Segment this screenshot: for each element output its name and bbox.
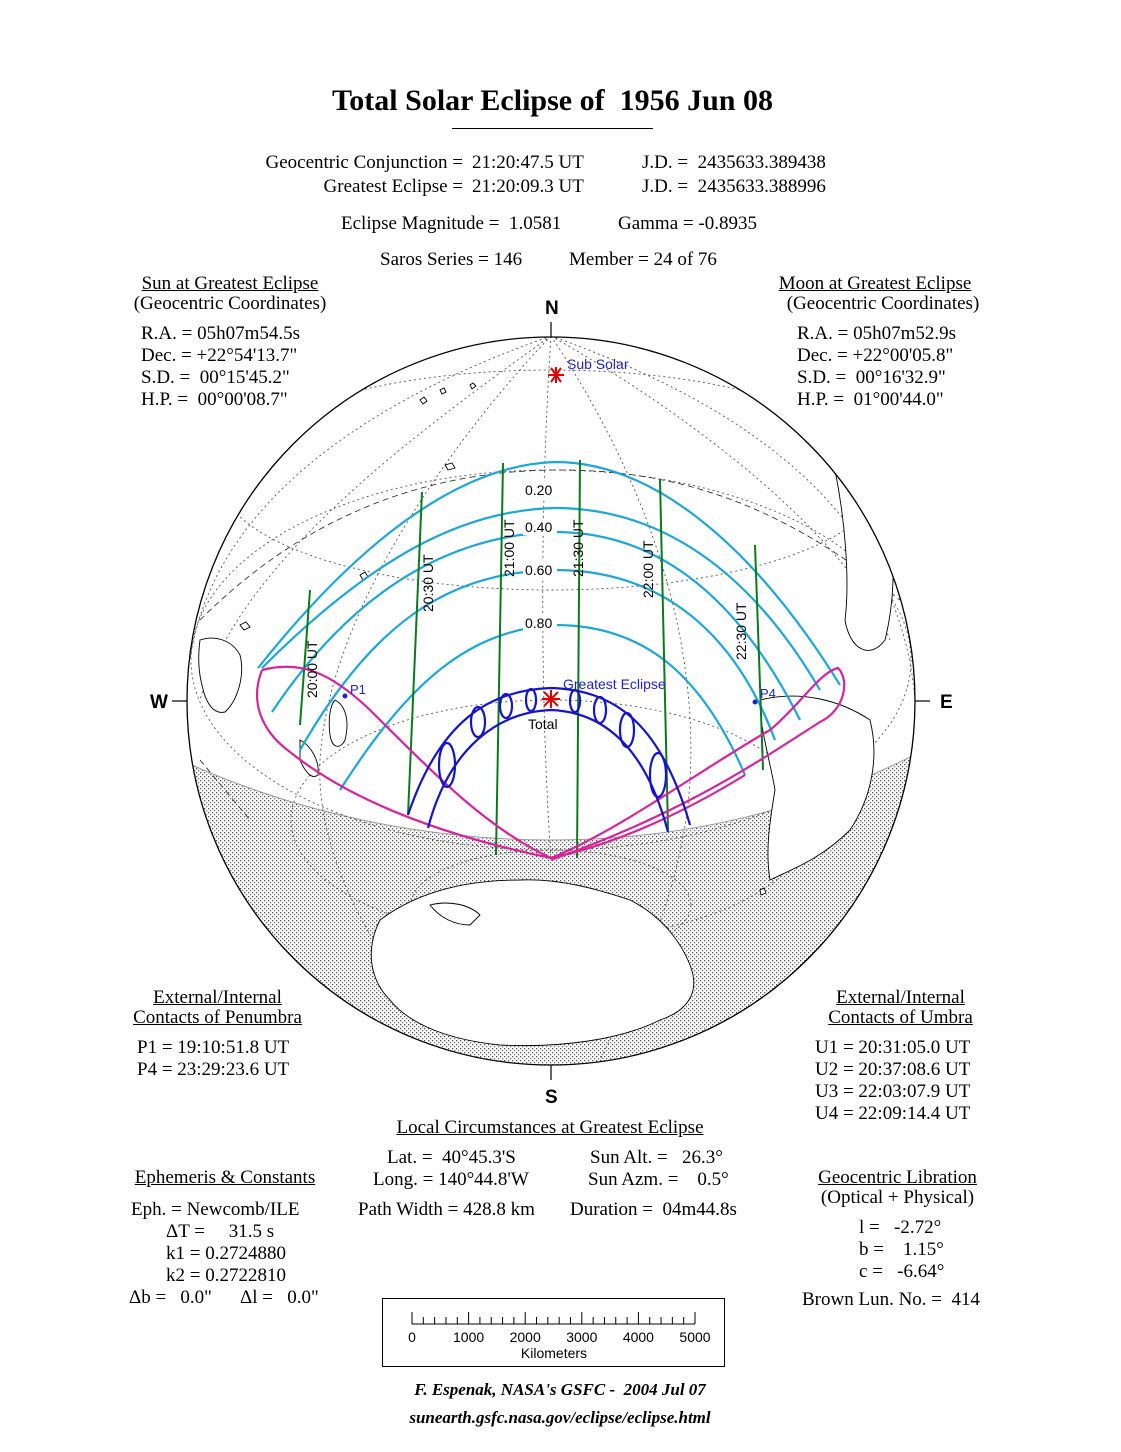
time-label-2000: 20:00 UT — [304, 640, 320, 698]
penumbra-p1: P1 = 19:10:51.8 UT — [137, 1037, 290, 1058]
sun-ra: R.A. = 05h07m54.5s — [141, 323, 301, 344]
sub-solar-label: Sub Solar — [567, 356, 629, 372]
magnitude-label-040: 0.40 — [525, 519, 553, 535]
moon-heading: Moon at Greatest Eclipse — [778, 273, 972, 294]
brown-lunation: Brown Lun. No. = 414 — [802, 1289, 981, 1310]
umbra-u2: U2 = 20:37:08.6 UT — [815, 1059, 971, 1080]
local-lat: Lat. = 40°45.3'S — [387, 1147, 516, 1168]
ephemeris-eph: Eph. = Newcomb/ILE — [131, 1199, 300, 1220]
umbra-heading-2: Contacts of Umbra — [828, 1007, 973, 1028]
ephemeris-k1: k1 = 0.2724880 — [166, 1243, 286, 1264]
time-label-2030: 20:30 UT — [420, 554, 436, 612]
greatest-eclipse-jd: J.D. = 2435633.388996 — [642, 176, 826, 197]
magnitude-label-020: 0.20 — [525, 482, 553, 498]
greatest-eclipse-label: Greatest Eclipse = — [323, 176, 463, 197]
compass-west: W — [150, 692, 168, 713]
compass-south: S — [545, 1087, 558, 1108]
moon-ra: R.A. = 05h07m52.9s — [797, 323, 957, 344]
sun-sd: S.D. = 00°15'45.2" — [141, 367, 290, 388]
scale-tick-label: 4000 — [622, 1329, 654, 1345]
local-duration: Duration = 04m44.8s — [570, 1199, 737, 1220]
umbra-heading-1: External/Internal — [836, 987, 965, 1008]
umbra-u1: U1 = 20:31:05.0 UT — [815, 1037, 971, 1058]
local-long: Long. = 140°44.8'W — [373, 1169, 529, 1190]
scale-tick-label: 3000 — [566, 1329, 598, 1345]
time-label-2100: 21:00 UT — [501, 519, 517, 577]
scale-unit: Kilometers — [520, 1345, 588, 1361]
local-path-width: Path Width = 428.8 km — [358, 1199, 535, 1220]
page-title: Total Solar Eclipse of 1956 Jun 08 — [332, 84, 773, 117]
saros-series: Saros Series = 146 — [380, 249, 523, 270]
conjunction-label: Geocentric Conjunction = — [265, 152, 463, 173]
umbra-u3: U3 = 22:03:07.9 UT — [815, 1081, 971, 1102]
sun-hp: H.P. = 00°00'08.7" — [141, 389, 288, 410]
compass-east: E — [940, 692, 953, 713]
distance-scale — [382, 1298, 726, 1368]
libration-c: c = -6.64° — [859, 1261, 945, 1282]
time-label-2200: 22:00 UT — [640, 540, 656, 598]
ephemeris-k2: k2 = 0.2722810 — [166, 1265, 286, 1286]
umbral-path — [408, 688, 690, 832]
scale-tick-label: 0 — [408, 1329, 416, 1345]
ephemeris-heading: Ephemeris & Constants — [134, 1167, 316, 1188]
scale-tick-label: 5000 — [679, 1329, 711, 1345]
moon-hp: H.P. = 01°00'44.0" — [797, 389, 944, 410]
compass-north: N — [545, 298, 559, 319]
p1-label: P1 — [350, 682, 366, 697]
sun-subheading: (Geocentric Coordinates) — [133, 293, 327, 314]
moon-dec: Dec. = +22°00'05.8" — [797, 345, 954, 366]
time-label-2230: 22:30 UT — [733, 602, 749, 660]
greatest-eclipse-label: Greatest Eclipse — [563, 676, 666, 692]
credit-url: sunearth.gsfc.nasa.gov/eclipse/eclipse.html — [409, 1408, 711, 1427]
time-label-2130: 21:30 UT — [570, 519, 586, 577]
credit-author: F. Espenak, NASA's GSFC - 2004 Jul 07 — [414, 1380, 706, 1399]
moon-sd: S.D. = 00°16'32.9" — [797, 367, 946, 388]
conjunction-time: 21:20:47.5 UT — [472, 152, 584, 173]
magnitude-label-060: 0.60 — [525, 562, 553, 578]
scale-tick-label: 2000 — [509, 1329, 541, 1345]
sub-solar-marker — [548, 367, 564, 383]
sun-heading: Sun at Greatest Eclipse — [141, 273, 319, 294]
local-heading: Local Circumstances at Greatest Eclipse — [396, 1117, 704, 1138]
total-label: Total — [528, 716, 558, 732]
libration-heading: Geocentric Libration — [818, 1167, 977, 1188]
libration-b: b = 1.15° — [859, 1239, 944, 1260]
libration-subheading: (Optical + Physical) — [820, 1187, 975, 1208]
conjunction-jd: J.D. = 2435633.389438 — [642, 152, 826, 173]
eclipse-magnitude: Eclipse Magnitude = 1.0581 — [341, 213, 562, 234]
local-sun-alt: Sun Alt. = 26.3° — [590, 1147, 723, 1168]
scale-tick-label: 1000 — [453, 1329, 485, 1345]
moon-subheading: (Geocentric Coordinates) — [786, 293, 980, 314]
ephemeris-delta-b: Δb = 0.0" — [129, 1287, 212, 1308]
saros-member: Member = 24 of 76 — [569, 249, 717, 270]
penumbra-heading-2: Contacts of Penumbra — [133, 1007, 302, 1028]
penumbra-heading-1: External/Internal — [153, 987, 282, 1008]
umbra-u4: U4 = 22:09:14.4 UT — [815, 1103, 971, 1124]
p4-label: P4 — [760, 686, 776, 701]
p1-point — [343, 694, 348, 699]
greatest-eclipse-marker — [542, 690, 560, 708]
libration-l: l = -2.72° — [859, 1217, 942, 1238]
p4-point — [753, 700, 758, 705]
local-sun-azm: Sun Azm. = 0.5° — [588, 1169, 729, 1190]
ephemeris-delta-l: Δl = 0.0" — [240, 1287, 319, 1308]
ephemeris-delta-t: ΔT = 31.5 s — [166, 1221, 275, 1242]
penumbra-p4: P4 = 23:29:23.6 UT — [137, 1059, 290, 1080]
magnitude-label-080: 0.80 — [525, 615, 553, 631]
greatest-eclipse-time: 21:20:09.3 UT — [472, 176, 584, 197]
sun-dec: Dec. = +22°54'13.7" — [141, 345, 298, 366]
gamma: Gamma = -0.8935 — [618, 213, 757, 234]
